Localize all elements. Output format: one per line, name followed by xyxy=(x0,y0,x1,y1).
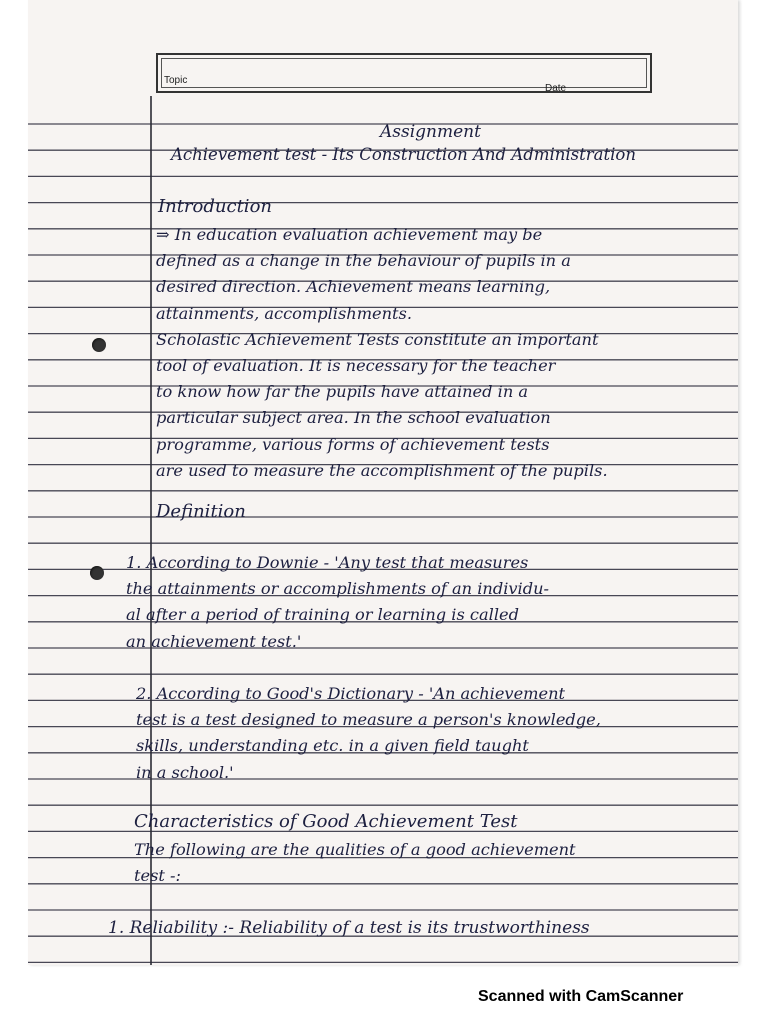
characteristics-line: The following are the qualities of a good achievement xyxy=(134,840,576,859)
topic-date-box xyxy=(156,53,652,93)
introduction-heading: Introduction xyxy=(158,196,272,217)
definition-2-line: 2. According to Good's Dictionary - 'An achievement xyxy=(136,684,566,703)
main-title: Achievement test - Its Construction And Administration xyxy=(171,145,636,164)
intro-line: defined as a change in the behaviour of pupils in a xyxy=(156,251,571,271)
binder-hole xyxy=(90,566,104,580)
intro-line: attainments, accomplishments. xyxy=(156,303,413,323)
intro-line: particular subject area. In the school evaluation xyxy=(156,408,551,428)
intro-line: Scholastic Achievement Tests constitute an important xyxy=(156,329,599,349)
definition-1-line: an achievement test.' xyxy=(126,631,302,651)
definition-2-line: test is a test designed to measure a person's knowledge, xyxy=(136,710,601,730)
reliability-line: 1. Reliability :- Reliability of a test is its trustworthiness xyxy=(108,918,590,938)
topic-label: Topic xyxy=(164,75,188,86)
scanner-watermark: Scanned with CamScanner xyxy=(478,988,684,1005)
definition-1-line: 1. According to Downie - 'Any test that measures xyxy=(126,553,529,572)
definition-heading: Definition xyxy=(156,501,246,522)
definition-1-line: al after a period of training or learning is called xyxy=(126,605,519,625)
characteristics-line: test -: xyxy=(134,866,181,886)
definition-2-line: skills, understanding etc. in a given field taught xyxy=(136,736,529,756)
intro-line: to know how far the pupils have attained in a xyxy=(156,382,529,402)
intro-line: tool of evaluation. It is necessary for the teacher xyxy=(156,356,556,375)
definition-2-line: in a school.' xyxy=(136,762,234,782)
intro-line: programme, various forms of achievement tests xyxy=(156,434,550,454)
date-label: Date xyxy=(545,83,567,94)
binder-hole xyxy=(92,338,106,352)
intro-line: are used to measure the accomplishment of the pupils. xyxy=(156,460,608,480)
intro-line: ⇒ In education evaluation achievement may be xyxy=(156,225,543,244)
intro-line: desired direction. Achievement means learning, xyxy=(156,277,551,297)
notebook-page xyxy=(28,0,738,965)
characteristics-heading: Characteristics of Good Achievement Test xyxy=(134,811,518,832)
definition-1-line: the attainments or accomplishments of an individu- xyxy=(126,579,549,599)
assignment-title: Assignment xyxy=(380,122,481,142)
